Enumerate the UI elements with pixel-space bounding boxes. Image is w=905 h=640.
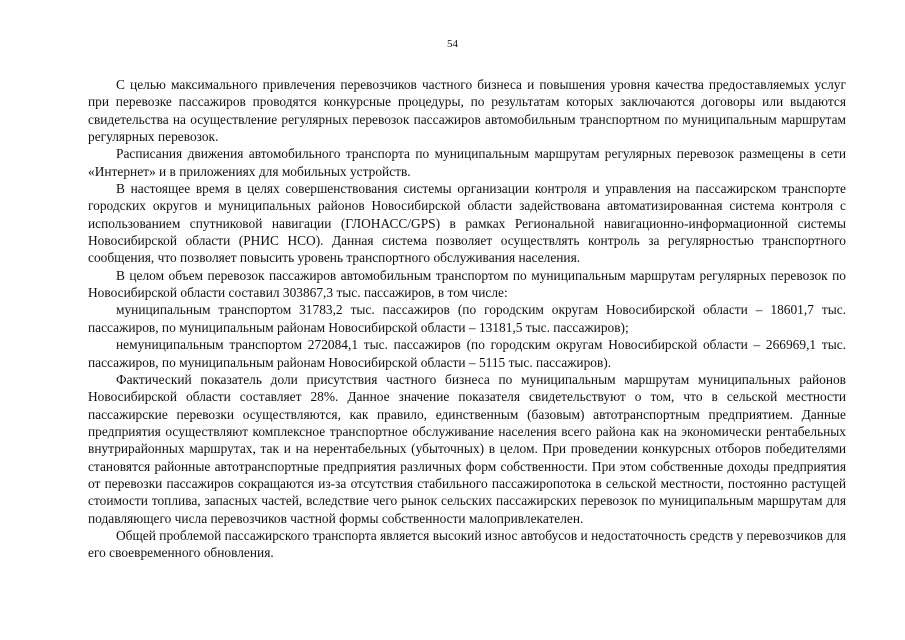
paragraph-private-business-share: Фактический показатель доли присутствия частного бизнеса по муниципальным маршрутам муниципальных районов Новосибирской области составляет 28%. Данное значение показателя свидетельствуют о том, что в сельской местности пассажирские перевозки осуществляются, как правило, единственным (базовым) автотранспортным предприятием. Данные предприятия осуществляют комплексное транспортное обслуживание населения всего района как на экономически рентабельных внутрирайонных маршрутах, так и на нерентабельных (убыточных) в целом. При проведении конкурсных отборов победителями становятся районные автотранспортные предприятия различных форм собственности. При этом собственные доходы предприятия от перевозки пассажиров сокращаются из-за отсутствия стабильного пассажиропотока в сельской местности, постоянно растущей стоимости топлива, запасных частей, вследствие чего рынок сельских пассажирских перевозок по муниципальным маршрутам для подавляющего числа перевозчиков частной формы собственности малопривлекателен. [88,371,846,526]
paragraph-navigation-system: В настоящее время в целях совершенствования системы организации контроля и управления на пассажирском транспорте городских округов и муниципальных районов Новосибирской области задействована автоматизированная система контроля с использованием спутниковой навигации (ГЛОНАСС/GPS) в рамках Региональной навигационно-информационной системы Новосибирской области (РНИС НСО). Данная система позволяет осуществлять контроль за регулярностью транспортного сообщения, что позволяет повысить уровень транспортного обслуживания населения. [88,181,846,266]
paragraph-fleet-wear: Общей проблемой пассажирского транспорта является высокий износ автобусов и недостаточность средств у перевозчиков для его своевременного обновления. [88,527,846,561]
paragraph-non-municipal-transport: немуниципальным транспортом 272084,1 тыс. пассажиров (по городским округам Новосибирской области – 266969,1 тыс. пассажиров, по муниципальным районам Новосибирской области – 5115 тыс. пассажиров). [88,337,846,370]
paragraph-schedules: Расписания движения автомобильного транспорта по муниципальным маршрутам регулярных перевозок размещены в сети «Интернет» и в приложениях для мобильных устройств. [88,146,846,179]
paragraph-municipal-transport: муниципальным транспортом 31783,2 тыс. пассажиров (по городским округам Новосибирской области – 18601,7 тыс. пассажиров, по муниципальным районам Новосибирской области – 13181,5 тыс. пассажиров); [88,302,846,335]
page-number: 54 [447,38,458,50]
paragraph-competitive-procedures: С целью максимального привлечения перевозчиков частного бизнеса и повышения уровня качества предоставляемых услуг при перевозке пассажиров проводятся конкурсные процедуры, по результатам которых заключаются договоры или выдаются свидетельства на осуществление регулярных перевозок пассажиров автомобильным транспортном по муниципальным маршрутам регулярных перевозок. [88,77,846,145]
document-body [88,76,846,562]
paragraph-total-volume: В целом объем перевозок пассажиров автомобильным транспортом по муниципальным маршрутам регулярных перевозок по Новосибирской области составил 303867,3 тыс. пассажиров, в том числе: [88,267,846,301]
